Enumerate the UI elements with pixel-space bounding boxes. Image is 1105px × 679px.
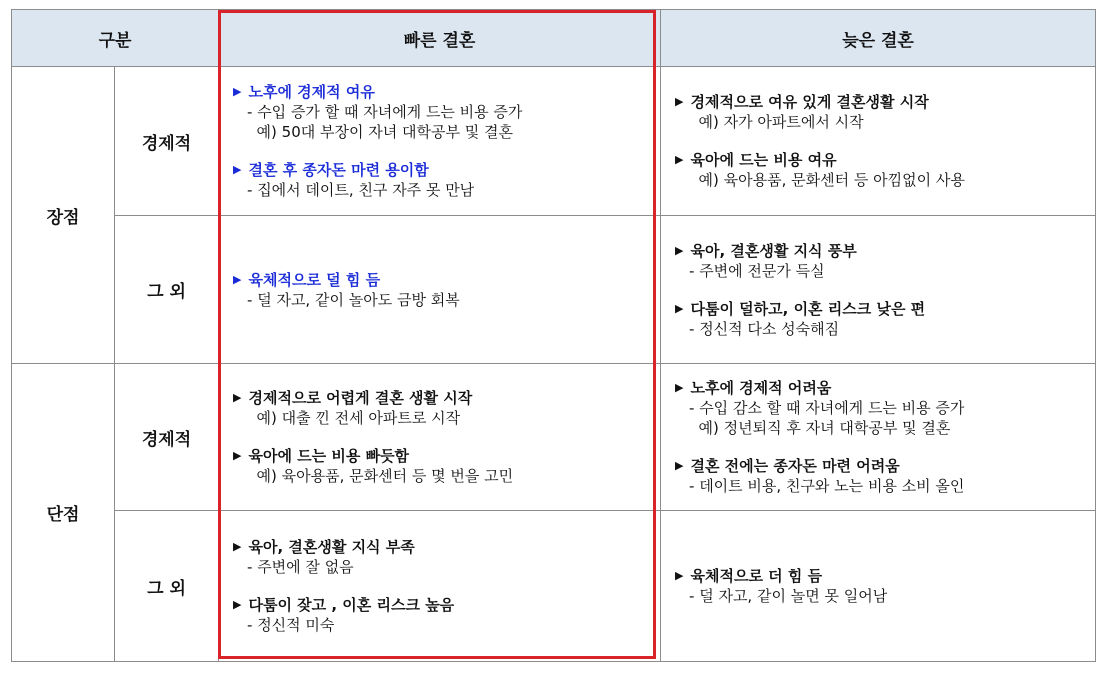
bullet-item-title: 결혼 전에는 종자돈 마련 어려움 — [690, 457, 900, 475]
bullet-item — [675, 150, 1083, 190]
bullet-item-title: 다툼이 잦고 , 이혼 리스크 높음 — [248, 596, 455, 614]
bullet-item-title-line — [675, 150, 1083, 170]
bullet-item-title: 육아에 드는 비용 여유 — [690, 151, 837, 169]
bullet-item-detail: - 덜 자고, 같이 놀면 못 일어남 — [689, 587, 888, 605]
early-cell — [219, 67, 661, 216]
bullet-item-detail: - 수입 감소 할 때 자녀에게 드는 비용 증가 — [689, 399, 965, 417]
bullet-item — [675, 378, 1083, 438]
bullet-item-title: 육체적으로 덜 힘 듬 — [248, 270, 381, 289]
bullet-item-detail: - 주변에 전문가 득실 — [689, 261, 825, 280]
bullet-item-title-line — [233, 595, 648, 615]
subcategory-label: 그 외 — [115, 511, 219, 662]
bullet-item-detail: 예) 50대 부장이 자녀 대학공부 및 결혼 — [247, 123, 513, 141]
bullet-item — [233, 446, 648, 486]
bullet-item-detail: - 정신적 미숙 — [247, 616, 335, 634]
bullet-item-title-line — [675, 299, 1083, 319]
table-row — [12, 216, 1096, 364]
bullet-item-detail: - 집에서 데이트, 친구 자주 못 만남 — [247, 181, 475, 199]
triangle-bullet-icon: ▶ — [233, 598, 242, 611]
subcategory-label: 그 외 — [115, 216, 219, 364]
table-row — [12, 364, 1096, 511]
bullet-item — [675, 456, 1083, 496]
bullet-item-title: 육아, 결혼생활 지식 풍부 — [690, 241, 857, 260]
table-row — [12, 511, 1096, 662]
late-cell — [661, 511, 1096, 662]
bullet-item — [233, 388, 648, 428]
triangle-bullet-icon: ▶ — [675, 569, 684, 582]
bullet-item-detail: - 주변에 잘 없음 — [247, 558, 354, 576]
triangle-bullet-icon: ▶ — [675, 301, 684, 315]
bullet-item — [233, 270, 648, 310]
bullet-item-detail: 예) 자가 아파트에서 시작 — [689, 113, 864, 131]
triangle-bullet-icon: ▶ — [233, 85, 242, 98]
bullet-item-detail: - 덜 자고, 같이 놀아도 금방 회복 — [247, 290, 460, 309]
subcategory-label: 경제적 — [115, 67, 219, 216]
subcategory-label: 경제적 — [115, 364, 219, 511]
bullet-item-title-line — [675, 92, 1083, 112]
bullet-item-title-line — [233, 270, 648, 290]
bullet-item-title: 경제적으로 어렵게 결혼 생활 시작 — [248, 389, 473, 407]
bullet-item-detail: 예) 대출 낀 전세 아파트로 시작 — [247, 409, 461, 427]
bullet-item-detail: - 정신적 다소 성숙해짐 — [689, 319, 840, 338]
bullet-item-detail: - 데이트 비용, 친구와 노는 비용 소비 올인 — [689, 477, 965, 495]
bullet-item — [233, 160, 648, 200]
bullet-item-title: 경제적으로 여유 있게 결혼생활 시작 — [690, 93, 929, 111]
triangle-bullet-icon: ▶ — [233, 540, 242, 553]
bullet-item-detail: 예) 육아용품, 문화센터 등 몇 번을 고민 — [247, 467, 514, 485]
bullet-item-title: 육체적으로 더 힘 듬 — [690, 567, 823, 585]
bullet-item-title-line — [233, 160, 648, 180]
late-cell — [661, 67, 1096, 216]
bullet-item-title-line — [675, 378, 1083, 398]
comparison-table — [11, 9, 1096, 662]
triangle-bullet-icon: ▶ — [233, 449, 242, 462]
bullet-item-title-line — [233, 388, 648, 408]
bullet-item — [675, 92, 1083, 132]
bullet-item-detail: - 수입 증가 할 때 자녀에게 드는 비용 증가 — [247, 103, 523, 121]
section-label-advantages: 장점 — [12, 67, 115, 364]
bullet-item-title: 육아, 결혼생활 지식 부족 — [248, 538, 415, 556]
bullet-item-detail: 예) 육아용품, 문화센터 등 아낌없이 사용 — [689, 171, 965, 189]
triangle-bullet-icon: ▶ — [675, 381, 684, 394]
early-cell — [219, 511, 661, 662]
table-row — [12, 67, 1096, 216]
bullet-item-title-line — [675, 241, 1083, 261]
triangle-bullet-icon: ▶ — [675, 243, 684, 257]
early-cell — [219, 216, 661, 364]
bullet-item-title: 결혼 후 종자돈 마련 용이함 — [248, 161, 429, 179]
header-late-marriage: 늦은 결혼 — [661, 10, 1096, 67]
bullet-item-title: 노후에 경제적 어려움 — [690, 379, 832, 397]
bullet-item-title-line — [233, 82, 648, 102]
header-row — [12, 10, 1096, 67]
bullet-item-title: 육아에 드는 비용 빠듯함 — [248, 447, 410, 465]
bullet-item — [233, 82, 648, 142]
bullet-item-title-line — [675, 566, 1083, 586]
header-category: 구분 — [12, 10, 219, 67]
bullet-item — [233, 595, 648, 635]
bullet-item — [233, 537, 648, 577]
triangle-bullet-icon: ▶ — [675, 95, 684, 108]
header-early-marriage: 빠른 결혼 — [219, 10, 661, 67]
bullet-item-title: 다툼이 덜하고, 이혼 리스크 낮은 편 — [690, 299, 926, 318]
triangle-bullet-icon: ▶ — [233, 272, 242, 286]
late-cell — [661, 364, 1096, 511]
triangle-bullet-icon: ▶ — [233, 163, 242, 176]
triangle-bullet-icon: ▶ — [233, 391, 242, 404]
bullet-item-detail: 예) 정년퇴직 후 자녀 대학공부 및 결혼 — [689, 419, 951, 437]
triangle-bullet-icon: ▶ — [675, 153, 684, 166]
bullet-item-title-line — [233, 537, 648, 557]
bullet-item — [675, 566, 1083, 606]
bullet-item-title-line — [233, 446, 648, 466]
bullet-item — [675, 299, 1083, 339]
triangle-bullet-icon: ▶ — [675, 459, 684, 472]
early-cell — [219, 364, 661, 511]
bullet-item — [675, 241, 1083, 281]
late-cell — [661, 216, 1096, 364]
section-label-disadvantages: 단점 — [12, 364, 115, 662]
bullet-item-title: 노후에 경제적 여유 — [248, 83, 375, 101]
bullet-item-title-line — [675, 456, 1083, 476]
